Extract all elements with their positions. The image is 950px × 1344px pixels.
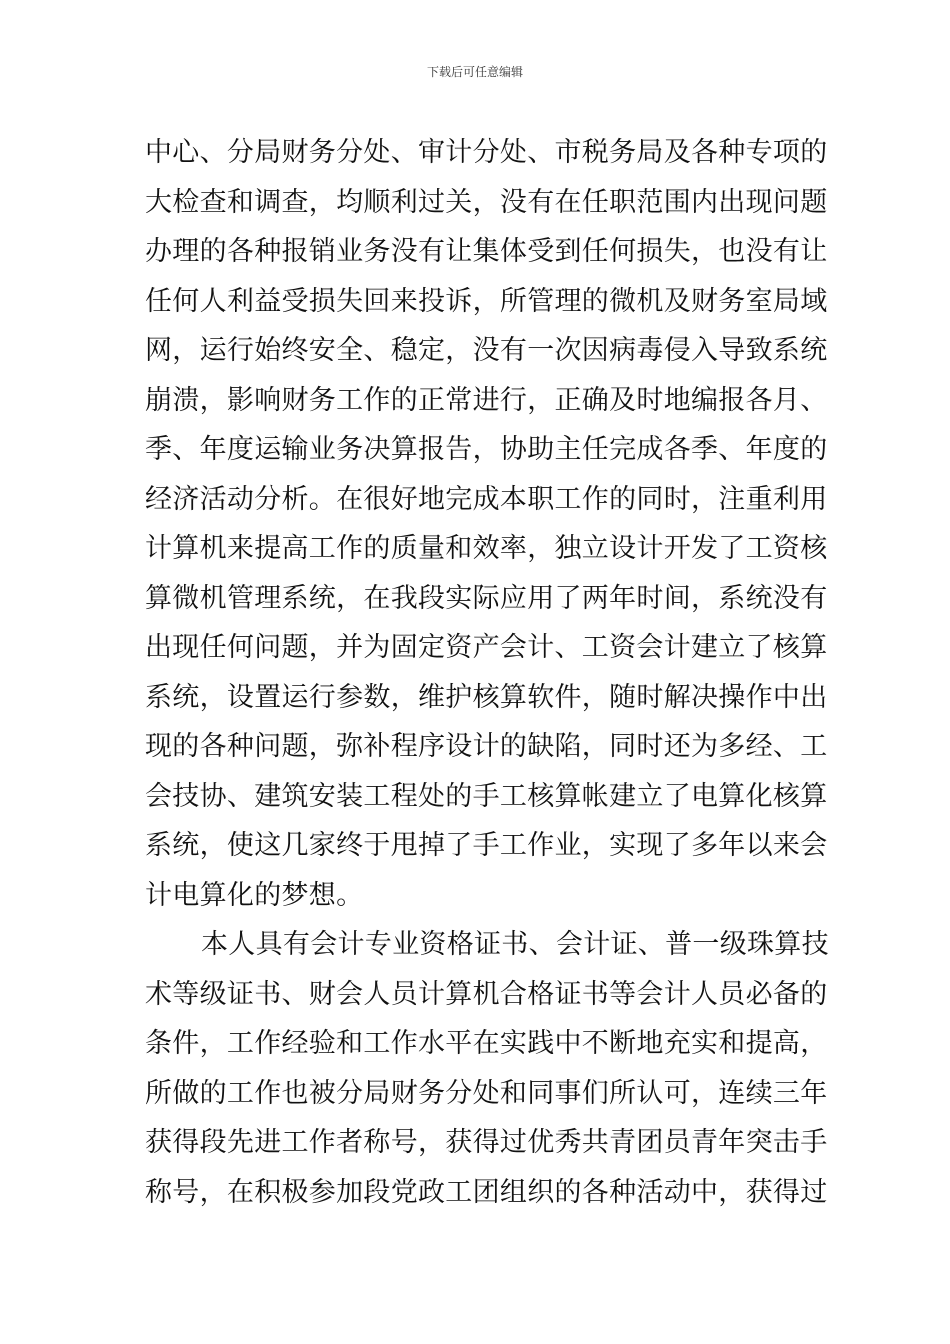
- text-line: 获得段先进工作者称号，获得过优秀共青团员青年突击手: [145, 1127, 828, 1158]
- text-line: 出现任何问题，并为固定资产会计、工资会计建立了核算: [145, 632, 828, 663]
- text-line: 办理的各种报销业务没有让集体受到任何损失，也没有让: [145, 236, 828, 267]
- text-line: 计电算化的梦想。: [145, 879, 364, 911]
- text-line: 计算机来提高工作的质量和效率，独立设计开发了工资核: [145, 533, 828, 564]
- text-line: 称号，在积极参加段党政工团组织的各种活动中，获得过: [145, 1176, 828, 1208]
- text-line: 会技协、建筑安装工程处的手工核算帐建立了电算化核算: [145, 780, 828, 812]
- text-line: 季、年度运输业务决算报告，协助主任完成各季、年度的: [145, 434, 828, 465]
- text-line: 任何人利益受损失回来投诉，所管理的微机及财务室局域: [145, 285, 828, 317]
- paragraph-first-line: 本人具有会计专业资格证书、会计证、普一级珠算技: [201, 929, 829, 960]
- text-line: 算微机管理系统，在我段实际应用了两年时间，系统没有: [145, 582, 828, 614]
- text-line: 条件，工作经验和工作水平在实践中不断地充实和提高，: [145, 1028, 828, 1059]
- text-line: 大检查和调查，均顺利过关，没有在任职范围内出现问题: [145, 186, 828, 218]
- text-line: 中心、分局财务分处、审计分处、市税务局及各种专项的: [145, 137, 828, 168]
- text-line: 崩溃，影响财务工作的正常进行，正确及时地编报各月、: [145, 384, 828, 416]
- text-line: 系统，使这几家终于甩掉了手工作业，实现了多年以来会: [145, 830, 828, 861]
- document-body: [145, 128, 829, 1217]
- text-line: 术等级证书、财会人员计算机合格证书等会计人员必备的: [145, 978, 828, 1010]
- text-line: 所做的工作也被分局财务分处和同事们所认可，连续三年: [145, 1077, 828, 1109]
- text-line: 现的各种问题，弥补程序设计的缺陷，同时还为多经、工: [145, 731, 828, 762]
- text-line: 网，运行始终安全、稳定，没有一次因病毒侵入导致系统: [145, 335, 828, 366]
- page-header: 下载后可任意编辑: [426, 65, 523, 79]
- text-line: 经济活动分析。在很好地完成本职工作的同时，注重利用: [145, 483, 828, 515]
- text-line: 系统，设置运行参数，维护核算软件，随时解决操作中出: [145, 681, 828, 713]
